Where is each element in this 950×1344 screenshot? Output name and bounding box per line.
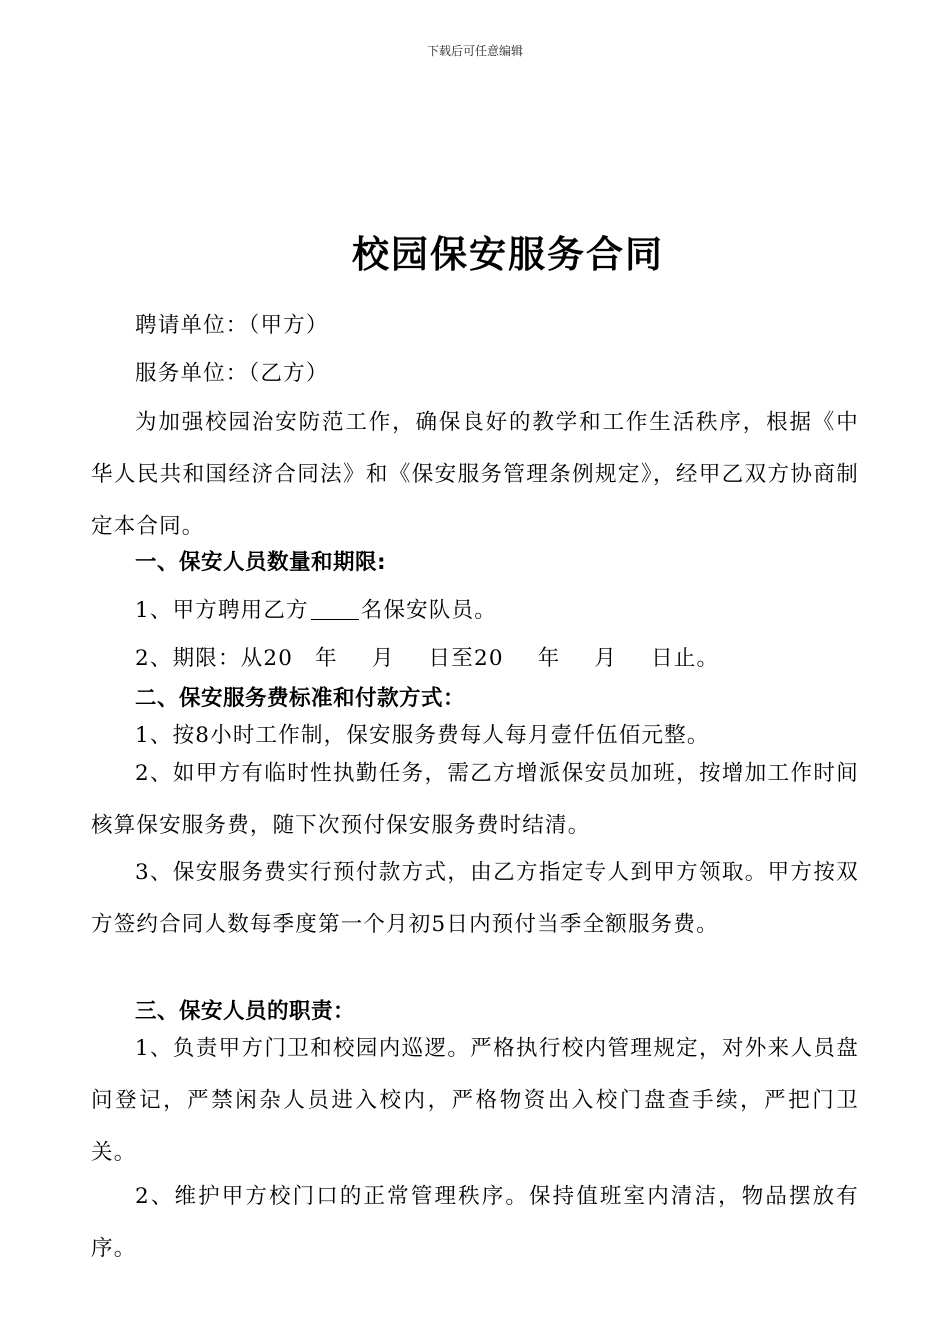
term-year-1: 年 (315, 646, 338, 671)
term-month-2: 月 (594, 646, 618, 671)
section-3-item-2: 2、维护甲方校门口的正常管理秩序。保持值班室内清洁，物品摆放有序。 (91, 1184, 859, 1261)
section-1-item-1-text-before: 1、甲方聘用乙方 (135, 598, 309, 623)
section-2-item-3: 3、保安服务费实行预付款方式，由乙方指定专人到甲方领取。甲方按双方签约合同人数每季度第一个月初5日内预付当季全额服务费。 (91, 860, 859, 937)
term-year-2: 年 (537, 646, 561, 671)
section-2-item-1: 1、按8小时工作制，保安服务费每人每月壹仟伍佰元整。 (135, 723, 710, 748)
term-day-1: 日至20 (428, 646, 504, 671)
party-b-line: 服务单位：（乙方） (135, 361, 329, 386)
section-2-item-2: 2、如甲方有临时性执勤任务，需乙方增派保安员加班，按增加工作时间核算保安服务费，随下次预付保安服务费时结清。 (91, 761, 859, 838)
term-prefix: 2、期限：从20 (135, 646, 294, 671)
section-1-item-1-text-after: 名保安队员。 (360, 598, 497, 623)
header-note: 下载后可任意编辑 (426, 44, 523, 58)
headcount-blank (311, 598, 359, 621)
section-1-heading: 一、保安人员数量和期限: (135, 550, 387, 575)
section-3-item-1: 1、负责甲方门卫和校园内巡逻。严格执行校内管理规定，对外来人员盘问登记，严禁闲杂人员进入校内，严格物资出入校门盘查手续，严把门卫关。 (91, 1036, 859, 1165)
party-a-line: 聘请单位：（甲方） (135, 313, 329, 338)
term-end: 日止。 (651, 646, 720, 671)
intro-paragraph: 为加强校园治安防范工作，确保良好的教学和工作生活秩序，根据《中华人民共和国经济合同法》和《保安服务管理条例规定》，经甲乙双方协商制定本合同。 (91, 410, 859, 539)
section-3-heading: 三、保安人员的职责： (135, 999, 356, 1024)
document-title: 校园保安服务合同 (352, 233, 664, 276)
section-1-item-1 (135, 585, 497, 637)
term-month-1: 月 (371, 646, 395, 671)
section-2-heading: 二、保安服务费标准和付款方式： (135, 686, 466, 711)
